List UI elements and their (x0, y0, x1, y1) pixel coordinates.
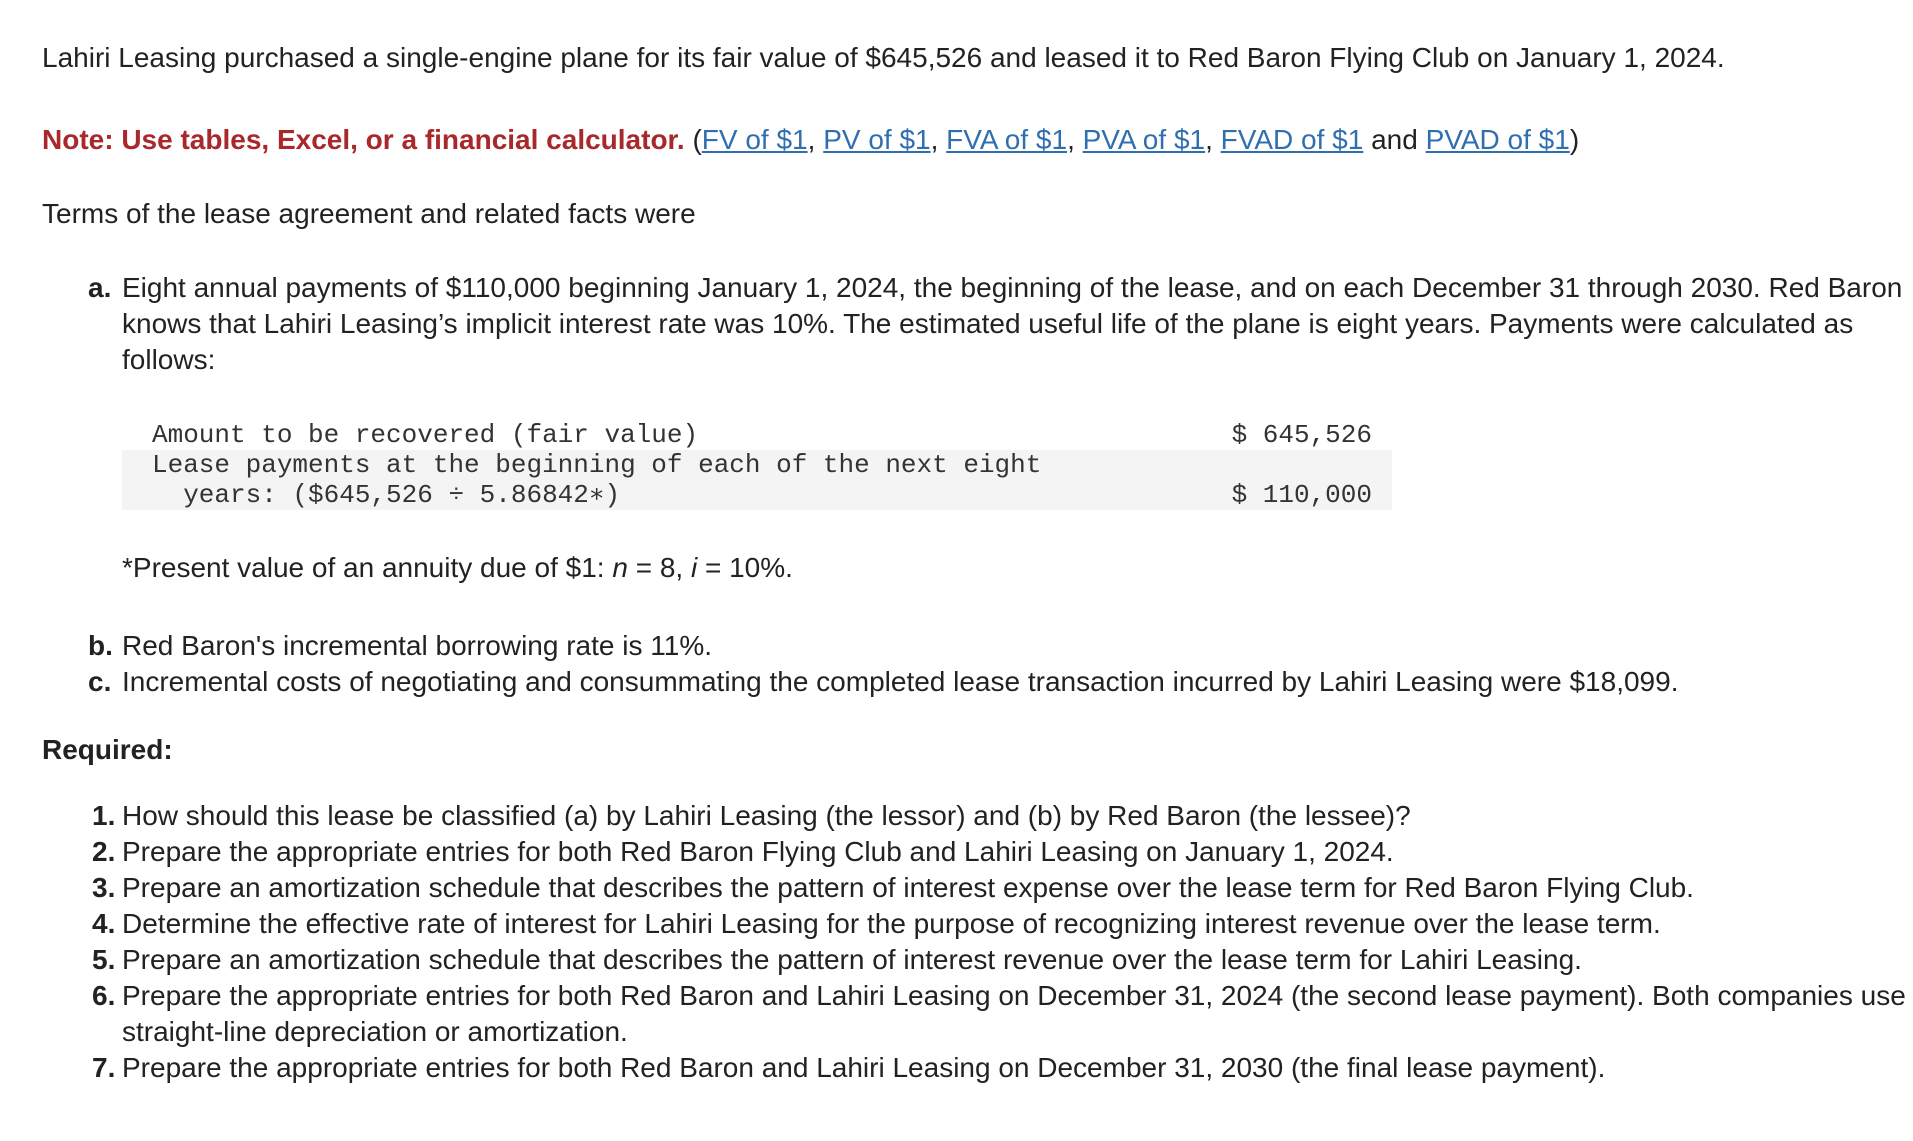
footnote (122, 550, 1902, 586)
fv-link[interactable]: FV of $1 (701, 124, 808, 155)
calc-label: Amount to be recovered (fair value) (152, 420, 699, 450)
req-label: 6. (92, 980, 116, 1011)
payment-calculation-table (122, 420, 1392, 510)
term-item-a (42, 270, 1913, 378)
required-list (42, 798, 1906, 1086)
req-text: Prepare an amortization schedule that describes the pattern of interest expense over the lease term for Red Baron Flying Club. (122, 872, 1694, 903)
term-text: Red Baron's incremental borrowing rate is 11%. (122, 630, 712, 661)
req-text: Prepare an amortization schedule that describes the pattern of interest revenue over the lease term for Lahiri Leasing. (122, 944, 1582, 975)
terms-intro: Terms of the lease agreement and related facts were (42, 198, 696, 229)
term-item-c (42, 664, 1913, 700)
note-instruction: Note: Use tables, Excel, or a financial calculator. (42, 124, 685, 155)
term-label: b. (88, 630, 113, 661)
calc-value: $ 645,526 (1231, 420, 1372, 450)
list-item (42, 942, 1913, 978)
req-label: 1. (92, 800, 116, 831)
note-sep: , (1067, 124, 1083, 155)
fva-link[interactable]: FVA of $1 (946, 124, 1068, 155)
list-item (42, 906, 1913, 942)
term-text: Incremental costs of negotiating and consummating the completed lease transaction incurred by Lahiri Leasing were $18,099. (122, 666, 1679, 697)
list-item (42, 834, 1913, 870)
req-text: Determine the effective rate of interest for Lahiri Leasing for the purpose of recognizing interest revenue over the lease term. (122, 908, 1661, 939)
note-open-paren: ( (684, 124, 702, 155)
footnote-i-var: i (690, 552, 698, 583)
footnote-n-var: n (612, 552, 628, 583)
req-label: 7. (92, 1052, 116, 1083)
footnote-i-val: = 10%. (697, 552, 793, 583)
note-sep: , (807, 124, 824, 155)
req-text: Prepare the appropriate entries for both Red Baron and Lahiri Leasing on December 31, 2030 (the final lease payment). (122, 1052, 1606, 1083)
fvad-link[interactable]: FVAD of $1 (1220, 124, 1364, 155)
pv-link[interactable]: PV of $1 (823, 124, 931, 155)
note-line (42, 122, 1902, 158)
term-label: a. (88, 272, 112, 303)
req-label: 2. (92, 836, 116, 867)
calc-label: Lease payments at the beginning of each of the next eight years: ($645,526 ÷ 5.86842∗) (152, 450, 1042, 510)
req-text: How should this lease be classified (a) by Lahiri Leasing (the lessor) and (b) by Red Baron (the lessee)? (122, 800, 1411, 831)
pvad-link[interactable]: PVAD of $1 (1425, 124, 1570, 155)
footnote-n-val: = 8, (627, 552, 691, 583)
table-row (122, 450, 1392, 510)
req-text: Prepare the appropriate entries for both Red Baron Flying Club and Lahiri Leasing on January 1, 2024. (122, 836, 1394, 867)
list-item (42, 978, 1913, 1050)
footnote-prefix: *Present value of an annuity due of $1: (122, 552, 613, 583)
list-item (42, 798, 1913, 834)
pva-link[interactable]: PVA of $1 (1082, 124, 1206, 155)
req-label: 4. (92, 908, 116, 939)
note-sep: , (1205, 124, 1221, 155)
req-label: 5. (92, 944, 116, 975)
req-text: Prepare the appropriate entries for both Red Baron and Lahiri Leasing on December 31, 2024 (the second lease payment). Both companies use straight-line depreciation or amortization. (122, 980, 1906, 1047)
table-row (122, 420, 1392, 450)
calc-value: $ 110,000 (1231, 480, 1372, 510)
note-and: and (1363, 124, 1426, 155)
list-item (42, 870, 1913, 906)
note-close-paren: ) (1569, 124, 1580, 155)
note-sep: , (930, 124, 947, 155)
term-label: c. (88, 666, 112, 697)
required-heading: Required: (42, 734, 173, 765)
term-item-b (42, 628, 1913, 664)
list-item (42, 1050, 1913, 1086)
intro-paragraph: Lahiri Leasing purchased a single-engine plane for its fair value of $645,526 and leased it to Red Baron Flying Club on January 1, 2024. (42, 42, 1725, 73)
req-label: 3. (92, 872, 116, 903)
term-text: Eight annual payments of $110,000 beginning January 1, 2024, the beginning of the lease, and on each December 31 through 2030. Red Baron knows that Lahiri Leasing’s implicit interest rate was 10%. The estimated useful life of the plane is eight years. Payments were calculated as follows: (122, 272, 1903, 375)
